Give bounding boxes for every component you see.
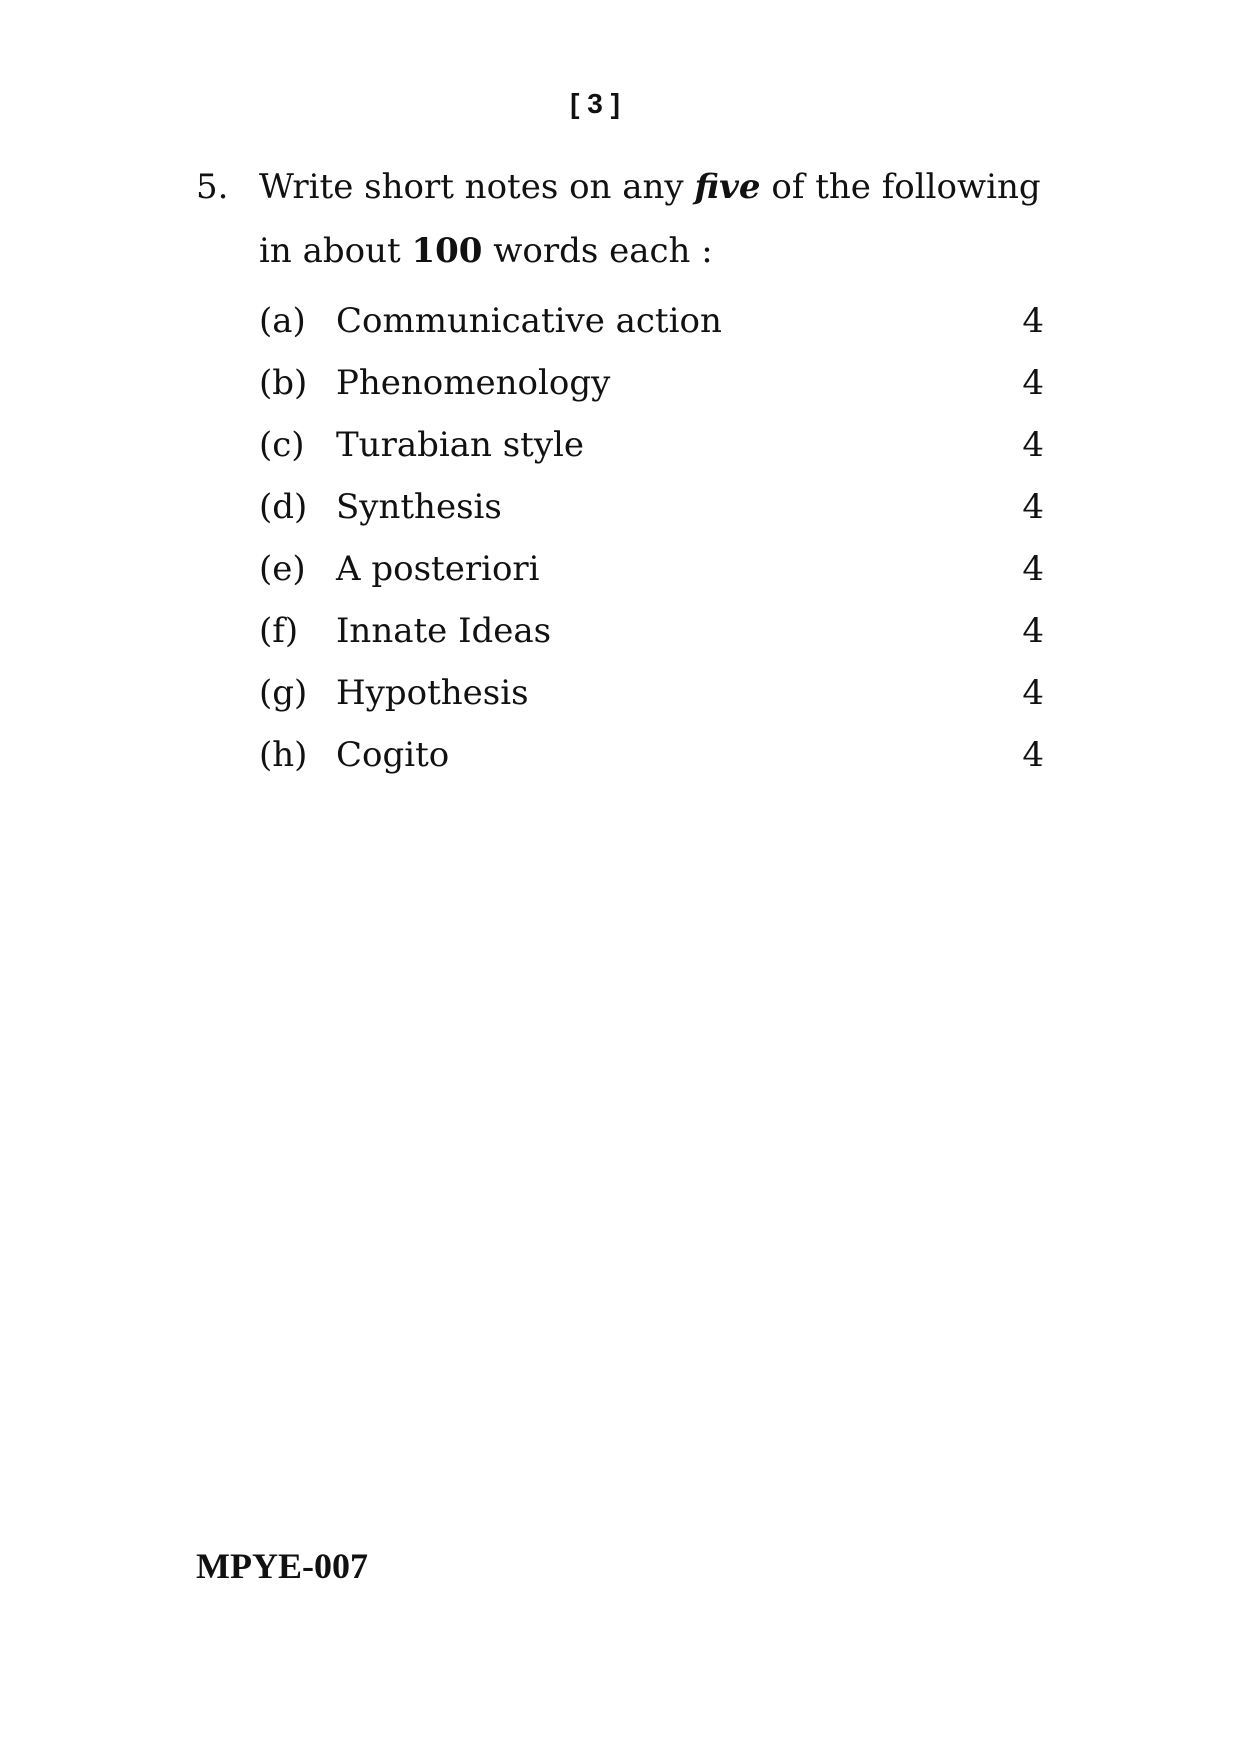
sub-question-marks: 4	[1022, 549, 1044, 589]
sub-question-label: (e)	[259, 549, 306, 589]
sub-question-text: A posteriori	[336, 549, 540, 589]
sub-question-item	[259, 290, 1054, 352]
sub-question-item	[259, 414, 1054, 476]
sub-question-marks: 4	[1022, 673, 1044, 713]
sub-question-label: (h)	[259, 735, 308, 775]
sub-question-text: Phenomenology	[336, 363, 611, 403]
instruction-emphasis: five	[694, 167, 761, 207]
sub-question-item	[259, 600, 1054, 662]
sub-question-item	[259, 352, 1054, 414]
instruction-text-end: words each :	[482, 231, 713, 271]
sub-question-marks: 4	[1022, 425, 1044, 465]
sub-question-text: Communicative action	[336, 301, 722, 341]
sub-question-marks: 4	[1022, 363, 1044, 403]
page-number: [ 3 ]	[570, 88, 620, 119]
sub-question-item	[259, 476, 1054, 538]
sub-question-list	[259, 290, 1054, 786]
sub-question-marks: 4	[1022, 487, 1044, 527]
sub-question-item	[259, 724, 1054, 786]
sub-question-label: (b)	[259, 363, 308, 403]
sub-question-text: Cogito	[336, 735, 450, 775]
sub-question-text: Hypothesis	[336, 673, 529, 713]
sub-question-marks: 4	[1022, 611, 1044, 651]
instruction-text-start: Write short notes on any	[259, 167, 695, 207]
sub-question-item	[259, 538, 1054, 600]
sub-question-marks: 4	[1022, 735, 1044, 775]
question-number: 5.	[196, 167, 229, 207]
sub-question-label: (f)	[259, 611, 299, 651]
sub-question-text: Synthesis	[336, 487, 502, 527]
sub-question-text: Turabian style	[336, 425, 585, 465]
instruction-text-middle: of the following in about	[259, 167, 1041, 271]
sub-question-label: (c)	[259, 425, 305, 465]
sub-question-label: (a)	[259, 301, 306, 341]
sub-question-label: (d)	[259, 487, 308, 527]
course-code: MPYE-007	[196, 1546, 368, 1586]
instruction-word-count: 100	[411, 231, 483, 271]
sub-question-label: (g)	[259, 673, 308, 713]
sub-question-item	[259, 662, 1054, 724]
sub-question-marks: 4	[1022, 301, 1044, 341]
sub-question-text: Innate Ideas	[336, 611, 552, 651]
question-instruction	[259, 155, 1059, 283]
